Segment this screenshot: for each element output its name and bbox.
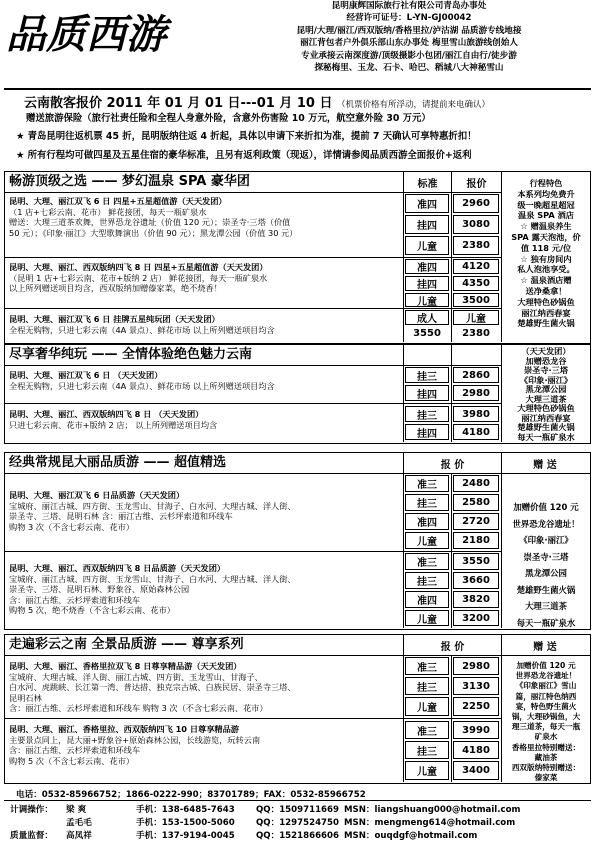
price-value: 4180 [453,424,499,440]
col-price: 报 价 [440,460,465,471]
price-value: 2860 [453,367,499,383]
contact-role: 计调操作： [10,805,53,815]
gift-line: 香格里拉特别赠送： [511,742,581,752]
route-line: 以上所列赠送项目均含，西双版纳加赠傣家菜，绝不烧香！ [9,283,222,294]
contact-name: 高凤祥 [66,831,92,841]
route-line: 赠送：大理三道茶欢舞，世界恐龙谷遗址（价值 120 元）；崇圣寺·三塔（价值 [9,217,291,228]
price-value: 2720 [453,513,499,530]
gift-line: 藏油茶 [534,752,558,762]
price-value: 4180 [453,741,499,759]
price-std: 准四 [405,591,449,608]
feature-line: ☆ 独有房间内 [520,253,572,264]
col-gift: 赠 送 [533,460,557,471]
route-line: 昆明、大理、丽江、西双版纳四飞 8 日 （天天发团） [9,409,204,419]
price-std: 挂四 [405,215,449,234]
gift-line: 《印象丽江》雪山 [515,681,577,691]
price-value: 3550 [413,327,441,339]
price-std: 成人 [405,310,449,325]
contact-qq: QQ：1297524750 [256,818,340,828]
feature-line: 每天一瓶矿泉水 [517,431,575,442]
page-title [24,92,490,111]
gift-line: 《印象·丽江》 [519,535,573,545]
gift-line: 黑龙潭公园 [525,568,567,578]
price-std: 准三 [405,721,449,739]
title-note: （机票价格有所浮动，请提前来电确认） [337,100,491,110]
col-standard: 标准 [417,179,438,190]
route-line: 宝城府、丽江古城、四方街、玉龙雪山、甘海子、白水河、大理古城、洋人街、 [9,500,296,511]
feature-line: 黑龙潭公园 [525,384,567,394]
contact-mobile: 手机：153-1500-5060 [136,818,235,828]
route-line: 昆明、大理、丽江双飞 6 日 四星+五星超值游（天天发团） [9,196,227,206]
price-value: 2960 [453,194,499,213]
section-luxury [4,344,591,444]
route-line: 白水河、虎跳峡、长江第一湾、普达措、独克宗古城、白族民居、崇圣寺三塔、 [9,682,296,693]
price-value: 3980 [453,406,499,422]
feature-line: 值 118 元/位 [520,242,572,253]
price-std: 儿童 [405,610,449,626]
feature-line: 《印象·丽江》 [519,374,573,385]
feature-line: 本系列均免费升 [517,188,575,199]
gift-line: 大理三道茶 [525,601,567,611]
contact-name: 孟毛毛 [66,818,92,828]
header-line: 昆明康辉国际旅行社有限公司青岛办事处 [331,1,487,11]
price-value: 4350 [453,276,499,291]
route-desc [9,490,296,532]
gift-line: 加赠价值 120 元 [516,661,576,670]
price-value: 3200 [453,610,499,626]
route-desc [9,724,260,766]
route-line: 昆明、大理、丽江、西双版纳四飞 8 日品质游（天天发团） [9,563,226,573]
route-line: 含：丽江古维、云杉坪索道和环线车 购物 3 次（不含七彩云南、花市） [9,703,268,714]
route-line: （1 店+七彩云南、花市） 鲜花接团，每天一瓶矿泉水 [9,206,207,217]
feature-line: ☆ 赠温泉养生 [520,221,572,232]
route-line: 昆明、大理、丽江、香格里拉、西双版纳四飞 10 日尊享精品游 [9,724,239,734]
feature-line: 温泉 SPA 酒店 [518,210,574,221]
route-line: （昆明 1 店+七彩云南、花市+版纳 2 店） 鲜花接团，每天一瓶矿泉水 [9,272,268,283]
route-line: 崇圣寺、三塔、昆明石林、野象谷、原始森林公园 [9,584,190,595]
route-line: 昆明、大理、丽江双飞 6 日 （天天发团） [9,370,163,380]
spa-features [503,178,589,329]
gift-line: 傣家菜 [534,773,558,783]
contact-qq: QQ：1509711669 [256,805,340,815]
price-value: 2380 [462,327,490,339]
section-premium [4,634,591,784]
col-gift: 赠 送 [533,642,557,653]
contact-role: 质量监督： [10,831,53,841]
contact-mobile: 手机：138-6485-7643 [136,805,235,815]
section-classic [4,452,591,630]
price-std: 儿童 [405,293,449,307]
gift-line: 世界恐龙谷遗址！ [515,671,577,681]
price-std: 准三 [405,475,449,492]
route-line: 购物 5 次，绝不烧香（不含七彩云南、花市） [9,605,175,616]
route-desc [9,262,268,294]
price-value: 2980 [453,657,499,675]
feature-line: 楚雄野生菌火锅 [517,318,575,329]
feature-line: 丽江纳西春宴 [521,412,571,423]
route-line: 崇圣寺、三塔、昆明石林 含：丽江古维、云杉坪索道和环线车 [9,511,233,522]
gift-line: 矿泉水 [534,732,558,742]
price-std: 挂三 [405,741,449,759]
route-desc [9,196,297,238]
route-desc [9,409,217,430]
route-line: 全程无购物，只进七彩云南（4A 景点）、鲜花市场 以上所列赠送项目均含 [9,324,275,335]
feature-line: SPA 露天泡池，价 [511,231,581,242]
title-text: 云南散客报价 2011 年 01 月 01 日---01 月 10 日 [24,96,333,111]
feature-line: 私人泡池享受。 [517,264,575,275]
route-line: 购物 3 次（不含七彩云南、花市） [9,521,135,532]
route-line: 宝城府、丽江古城、四方街、玉龙雪山、甘海子、白水河、大理古城、洋人街、 [9,573,296,584]
price-std: 儿童 [405,532,449,549]
price-std: 挂三 [405,494,449,511]
feature-line: 大理三道茶 [525,393,567,404]
price-std: 儿童 [405,236,449,255]
price-value: 3400 [453,761,499,780]
contact-mobile: 手机：137-9194-0045 [136,831,235,841]
feature-line: 级一晚超星超冠 [517,199,575,210]
col-price: 报 价 [440,642,465,653]
feature-line: 丽江纳西春宴 [521,307,571,318]
route-line: 只进七彩云南、花市+版纳 2 店； 以上所列赠送项目均含 [9,419,218,430]
price-std: 准四 [405,513,449,530]
price-value: 2250 [453,697,499,716]
company-header [228,0,590,74]
contact-qq: QQ：1521866606 [256,831,340,841]
price-value: 2980 [453,385,499,401]
contact-msn: MSN：liangshuang000@hotmail.com [344,805,521,815]
gift-line: 锅，大理砂锅鱼，大 [511,712,581,722]
price-value: 3500 [453,293,499,307]
price-value: 3820 [453,591,499,608]
note-airfare: ★ 青岛昆明往返机票 45 折，昆明版纳往返 4 折起，具体以申请下来折扣为准，提前 7 天确认可享特惠折扣！ [16,131,477,142]
feature-line: 崇圣寺·三塔 [523,365,569,375]
gift-line: 理三道茶，每天一瓶 [511,722,581,732]
price-std: 挂三 [405,406,449,422]
price-value: 3130 [453,677,499,695]
gift-line: 崇圣寺·三塔 [523,551,569,562]
gift-line: 楚雄野生菌火锅 [516,584,576,595]
divider [4,88,591,90]
header-line: 专业承接云南深度游/顶级摄影小包团/丽江自由行/徒步游 [301,50,517,61]
route-line: 50 元）；《印象·丽江》大型歌舞演出（价值 90 元）；黑龙潭公园（价值 30 元） [9,227,298,238]
feature-line: ☆ 温泉酒店赠 [520,275,572,286]
price-value: 2480 [453,475,499,492]
footer-phone: 电话：0532-85966752；1866-0222-990；83701789；FAX：0532-85966752 [16,790,366,800]
gift-line: 加赠价值 120 元 [513,502,579,512]
price-std: 儿童 [405,697,449,716]
feature-line: （天天发团） [521,346,571,356]
gift-line: 世界恐龙谷遗址！ [512,518,580,529]
gift-line: 西双版纳特别赠送： [511,763,581,773]
feature-line: 大理特色砂锅鱼 [517,296,575,307]
header-line: 丽江背包者户外俱乐部山东办事处 梅里雪山旅游线创始人 [300,38,518,49]
logo: 品质西游 [6,11,166,58]
route-line: 昆明、大理、丽江、西双版纳四飞 8 日 四星+五星超值游（天天发团） [9,262,268,272]
price-std: 挂三 [405,572,449,589]
price-value: 2180 [453,532,499,549]
note-insurance: 赠送旅游保险（旅行社责任险和全程人身意外险，含意外伤害险 10 万元，航空意外险 30 万元） [26,113,431,124]
feature-line: 行程特色 [529,178,563,188]
section-spa [4,171,591,344]
section-title: 畅游顶级之选 —— 梦幻温泉 SPA 豪华团 [9,174,250,189]
contact-msn: MSN：ouqdgf@hotmail.com [344,831,478,841]
price-value: 3550 [453,553,499,570]
price-std: 儿童 [405,761,449,780]
gift-line: 宴，特色野生菌火 [515,701,577,711]
route-line: 宝城府、大理古城、洋人街、丽江古城、四方街、玉龙雪山、甘海子、 [9,671,263,682]
price-std: 挂四 [405,276,449,291]
price-std: 挂四 [405,424,449,440]
contact-name: 梁 爽 [66,805,87,815]
route-line: 昆明、大理、丽江双飞 6 日品质游（天天发团） [9,490,185,500]
price-std: 挂四 [405,385,449,401]
price-value: 3080 [453,215,499,234]
luxury-features [503,347,589,442]
route-desc [9,563,296,616]
price-std: 挂三 [405,367,449,383]
feature-line: 送净桑拿！ [525,285,567,296]
price-value: 4120 [453,259,499,274]
gift-line: 篇，丽江特色纳西 [515,691,577,701]
route-desc [9,370,275,391]
col-price: 报价 [466,179,487,190]
note-rebate: ★ 所有行程均可做四星及五星住宿的豪华标准，且另有返利政策（现返），详情请参阅品质西游全面报价+返利 [16,150,472,161]
header-line: 探秘梅里、玉龙、石卡、哈巴、稻城八大神秘雪山 [314,63,504,74]
contact-msn: MSN：mengmeng614@hotmail.com [344,818,516,828]
feature-line: 大理特色砂锅鱼 [517,403,575,413]
price-value: 2580 [453,494,499,511]
price-std: 准四 [405,194,449,213]
price-std: 准三 [405,657,449,675]
route-line: 昆明、大理、丽江、香格里拉双飞 8 日尊享精品游（天天发团） [9,661,242,671]
gift-line: 每天一瓶矿泉水 [516,617,576,628]
route-line: 昆明石林 [9,692,42,703]
price-value: 3990 [453,721,499,739]
header-line: 经营许可证号：L-YN-GJ00042 [346,13,472,24]
route-line: 购物 5 次（不含七彩云南、花市） [9,755,135,766]
price-value: 3660 [453,572,499,589]
price-std: 挂三 [405,677,449,695]
route-line: 含：丽江古维、云杉坪索道和环线车 [9,745,141,756]
route-line: 昆明、大理、丽江双飞 6 日 挂牌五星纯玩团（天天发团） [9,314,220,324]
feature-line: 加赠恐龙谷 [525,355,567,366]
price-std: 准四 [405,259,449,274]
classic-gifts [503,499,589,631]
header-line: 昆明/大理/丽江/西双版纳/香格里拉/泸沽湖 品质游专线地接 [296,25,522,36]
route-desc [9,661,296,714]
section-title: 经典常规昆大丽品质游 —— 超值精选 [9,455,227,470]
route-line: 全程无购物，只进七彩云南（4A 景点）、鲜花市场 以上所列赠送项目均含 [9,380,275,391]
feature-line: 楚雄野生菌火锅 [517,422,575,432]
section-title: 走遍彩云之南 全景品质游 —— 尊享系列 [9,637,244,652]
price-std: 准三 [405,553,449,570]
route-desc [9,314,275,335]
section-title: 尽享奢华纯玩 —— 全情体验绝色魅力云南 [9,347,253,362]
route-line: 含：丽江古维、云杉坪索道和环线车 [9,594,141,605]
price-std: 儿童 [453,310,499,325]
route-line: 主要景点同上，昆大丽+野象谷+原始森林公园，长线游览，玩转云南 [9,734,261,745]
premium-gifts [503,661,589,783]
price-value: 2380 [453,236,499,255]
